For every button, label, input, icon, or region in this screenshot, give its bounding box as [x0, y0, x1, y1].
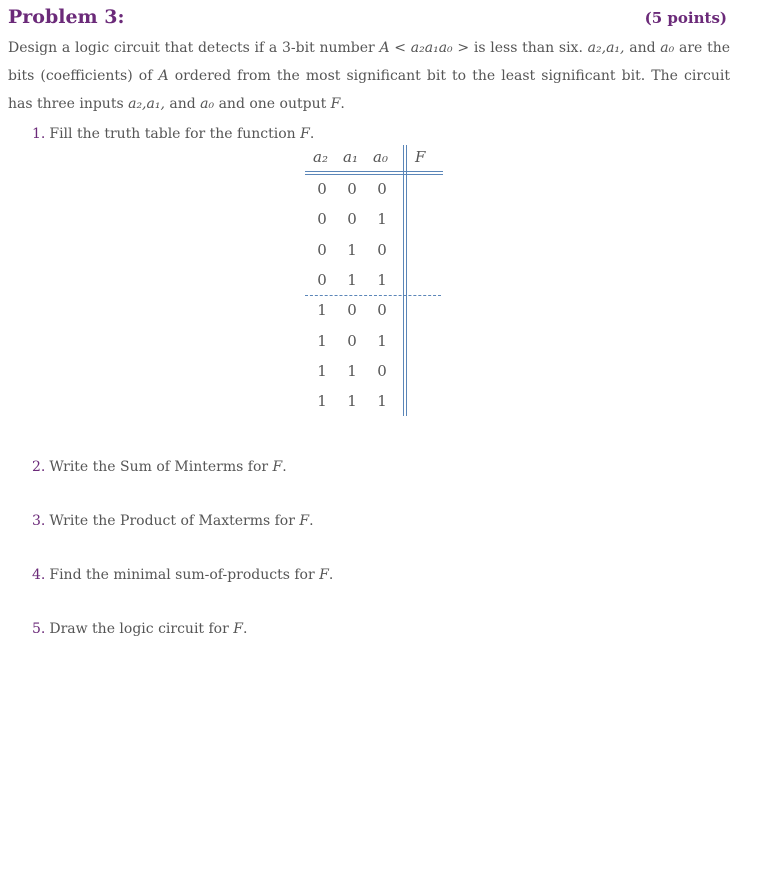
truth-table-cell: 1: [347, 270, 357, 289]
problem-statement: Design a logic circuit that detects if a 3-bit number A < a₂a₁a₀ > is less than six. a₂,a₁, and a₀ are the bits (coefficients) of A ordered from the most significant bit to the least significant bit. The circuit has three inputs a₂,a₁, and a₀ and one output F.: [8, 40, 730, 112]
truth-table-cell: 1: [377, 392, 387, 411]
header-a2: a₂: [313, 148, 328, 166]
header-a0: a₀: [373, 148, 388, 166]
task-2: 2. Write the Sum of Minterms for F.: [32, 459, 287, 475]
truth-table-cell: 1: [317, 392, 327, 411]
truth-table-cell: 0: [317, 210, 327, 229]
truth-table-cell: 1: [317, 361, 327, 380]
truth-table-cell: 0: [377, 240, 387, 259]
task-4: 4. Find the minimal sum-of-products for F.: [32, 567, 334, 583]
truth-table-cell: 0: [377, 361, 387, 380]
truth-table-cell: 1: [317, 331, 327, 350]
truth-table-cell: 1: [377, 270, 387, 289]
truth-table-cell: 0: [347, 331, 357, 350]
truth-table-cell: 0: [317, 180, 327, 198]
truth-table-cell: 0: [317, 240, 327, 259]
truth-table-cell: 1: [377, 331, 387, 350]
truth-table-cell: 0: [347, 180, 357, 198]
task-5: 5. Draw the logic circuit for F.: [32, 621, 248, 637]
truth-table-cell: 1: [347, 361, 357, 380]
truth-table-cell: 1: [347, 392, 357, 411]
header-a1: a₁: [343, 148, 358, 166]
truth-table: [305, 145, 445, 417]
truth-table-cell: 1: [377, 210, 387, 229]
task-1: 1. Fill the truth table for the function F.: [32, 126, 315, 142]
truth-table-cell: 1: [347, 240, 357, 259]
truth-table-cell: 1: [317, 301, 327, 320]
truth-table-cell: 0: [347, 301, 357, 320]
truth-table-cell: 0: [317, 270, 327, 289]
header-f: F: [415, 148, 426, 166]
problem-points: (5 points): [644, 9, 727, 27]
task-3: 3. Write the Product of Maxterms for F.: [32, 513, 314, 529]
truth-table-cell: 0: [347, 210, 357, 229]
truth-table-cell: 0: [377, 180, 387, 198]
problem-title: Problem 3:: [8, 6, 125, 28]
truth-table-cell: 0: [377, 301, 387, 320]
